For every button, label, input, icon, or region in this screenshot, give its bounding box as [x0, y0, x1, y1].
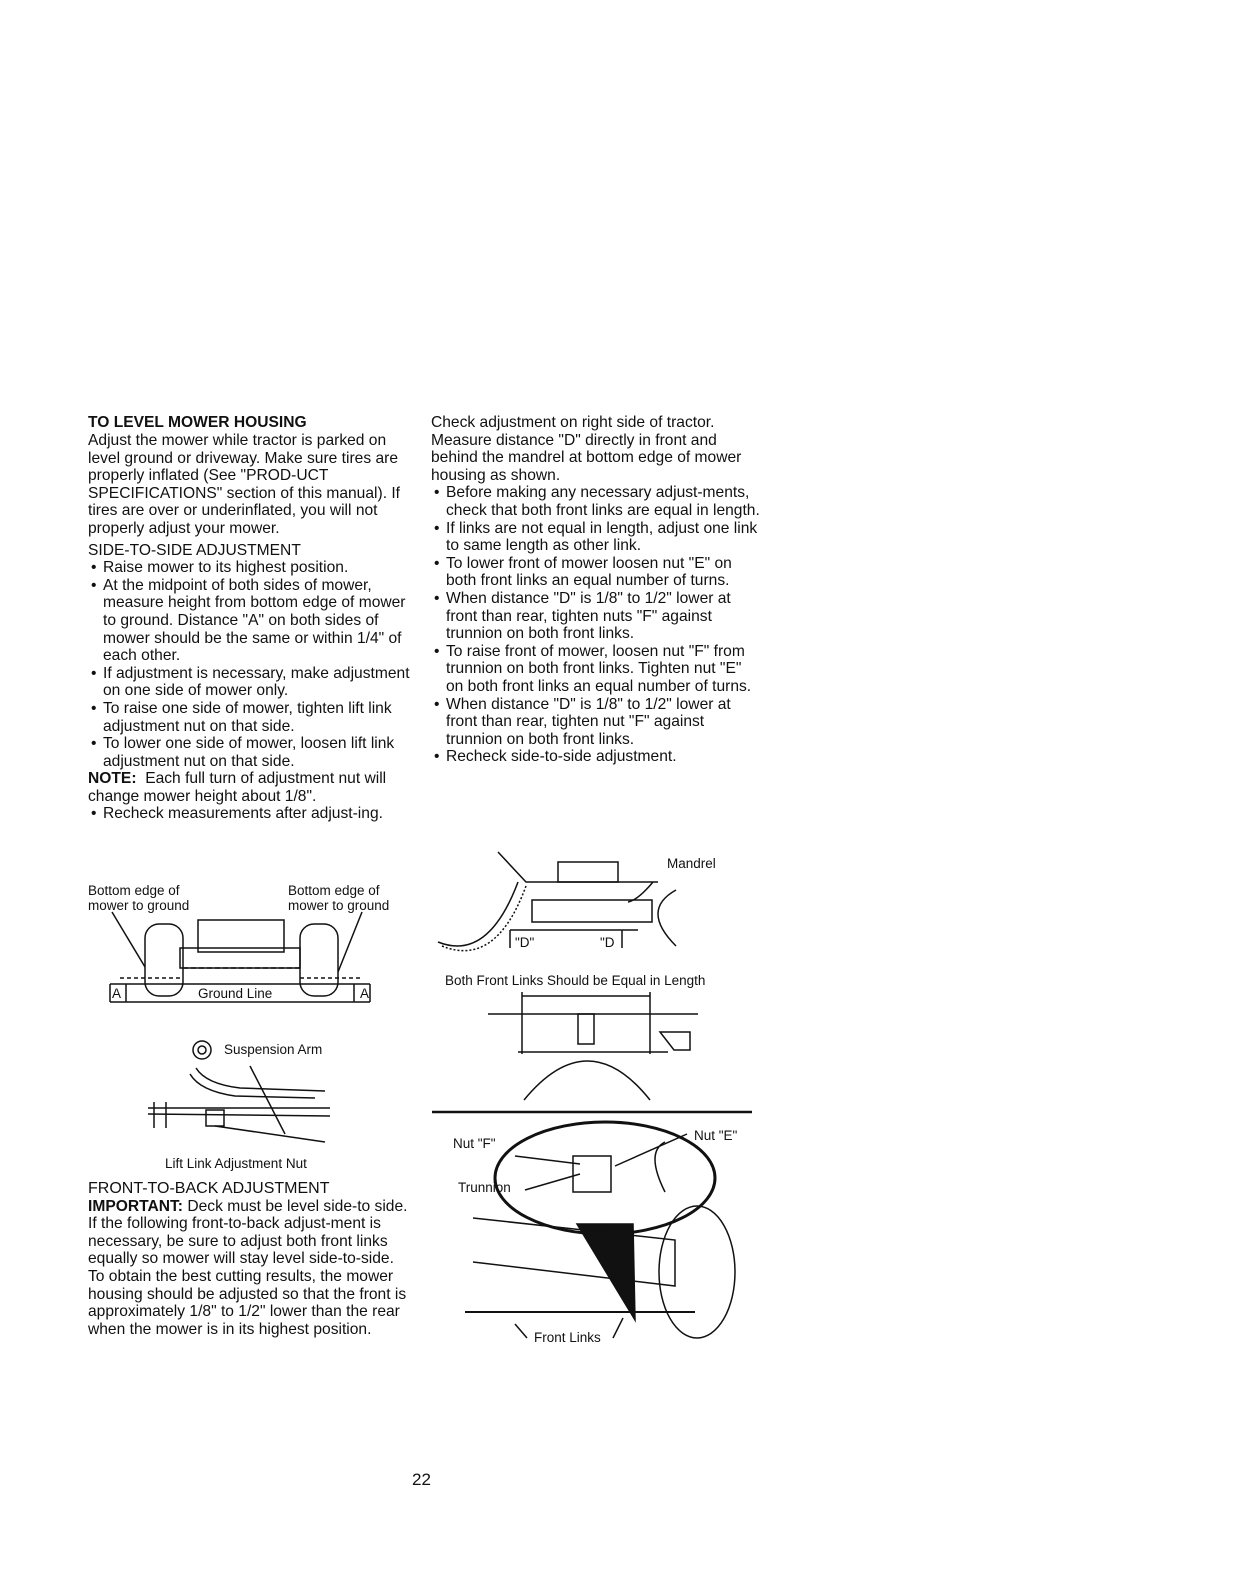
fig4-nut-e: Nut "E": [694, 1128, 738, 1143]
important-label: IMPORTANT:: [88, 1197, 183, 1215]
fig3-caption: Both Front Links Should be Equal in Length: [445, 973, 706, 988]
fig2-lift-link: Lift Link Adjustment Nut: [165, 1156, 307, 1171]
front-to-back-heading: FRONT-TO-BACK ADJUSTMENT: [88, 1180, 330, 1197]
note-label: NOTE:: [88, 770, 137, 788]
fig4-nut-f: Nut "F": [453, 1136, 496, 1151]
list-item: • At the midpoint of both sides of mower, measure height from bottom edge of mower to ground. Distance "A" on both sides of mower should be the same or within 1/4" of each other.: [88, 577, 418, 665]
list-item: • If adjustment is necessary, make adjustment on one side of mower only.: [88, 665, 418, 700]
front-adjust-list: [431, 484, 761, 766]
suspension-arm-diagram: [140, 1036, 350, 1146]
section-heading: TO LEVEL MOWER HOUSING: [88, 414, 307, 431]
recheck-list: [88, 805, 418, 823]
fig3-d-right: "D: [600, 935, 615, 950]
fig1-a-right: A: [360, 986, 370, 1001]
side-to-side-list: [88, 559, 418, 770]
fig4-trunnion: Trunnion: [458, 1180, 511, 1195]
fig1-label-right: Bottom edge of mower to ground: [288, 883, 390, 913]
page-number: 22: [412, 1470, 431, 1489]
fig3-d-left: "D": [515, 935, 535, 950]
best-results-paragraph: To obtain the best cutting results, the mower housing should be adjusted so that the front is approximately 1/8" to 1/2" lower than the rear when the mower is in its highest position.: [88, 1267, 407, 1338]
intro-paragraph: Adjust the mower while tractor is parked on level ground or driveway. Make sure tires are properly inflated (See "PROD-UCT SPECIFICATIONS" section of this manual). If tires are over or underinflated, you will not properly adjust your mower.: [88, 432, 401, 537]
list-item: • Raise mower to its highest position.: [88, 559, 418, 577]
left-column: [88, 414, 418, 823]
note-text: Each full turn of adjustment nut will change mower height about 1/8".: [88, 770, 387, 805]
list-item: • To lower one side of mower, loosen lift link adjustment nut on that side.: [88, 735, 418, 770]
front-links-diagram: [428, 992, 758, 1112]
list-item: • Recheck side-to-side adjustment.: [431, 748, 761, 766]
mandrel-diagram: [428, 842, 688, 962]
important-paragraph: [88, 1198, 418, 1268]
list-item: • Recheck measurements after adjust-ing.: [88, 805, 418, 823]
fig1-label-left: Bottom edge of mower to ground: [88, 883, 190, 913]
list-item: • When distance "D" is 1/8" to 1/2" lower at front than rear, tighten nut "F" against trunnion on both front links.: [431, 696, 761, 749]
fig4-front-links: Front Links: [534, 1330, 601, 1345]
list-item: • When distance "D" is 1/8" to 1/2" lower at front than rear, tighten nuts "F" against trunnion on both front links.: [431, 590, 761, 643]
list-item: • To raise one side of mower, tighten lift link adjustment nut on that side.: [88, 700, 418, 735]
trunnion-detail-diagram: [455, 1122, 755, 1342]
list-item: • To lower front of mower loosen nut "E" on both front links an equal number of turns.: [431, 555, 761, 590]
list-item: • If links are not equal in length, adjust one link to same length as other link.: [431, 520, 761, 555]
side-to-side-heading: SIDE-TO-SIDE ADJUSTMENT: [88, 541, 301, 559]
fig2-suspension-arm: Suspension Arm: [224, 1042, 323, 1057]
right-column: [431, 414, 761, 766]
right-intro-paragraph: Check adjustment on right side of tractor. Measure distance "D" directly in front and behind the mandrel at bottom edge of mower housing as shown.: [431, 414, 742, 484]
list-item: • To raise front of mower, loosen nut "F" from trunnion on both front links. Tighten nut "E" on both front links an equal number of turns.: [431, 643, 761, 696]
fig1-a-left: A: [112, 986, 122, 1001]
fig3-mandrel: Mandrel: [667, 856, 716, 871]
note-paragraph: [88, 770, 418, 805]
fig1-ground-line: Ground Line: [198, 986, 273, 1001]
important-text: Deck must be level side-to side. If the following front-to-back adjust-ment is necessary, be sure to adjust both front links equally so mower will stay level side-to-side.: [88, 1197, 408, 1268]
list-item: • Before making any necessary adjust-ments, check that both front links are equal in length.: [431, 484, 761, 519]
front-to-back-section: [88, 1180, 418, 1338]
